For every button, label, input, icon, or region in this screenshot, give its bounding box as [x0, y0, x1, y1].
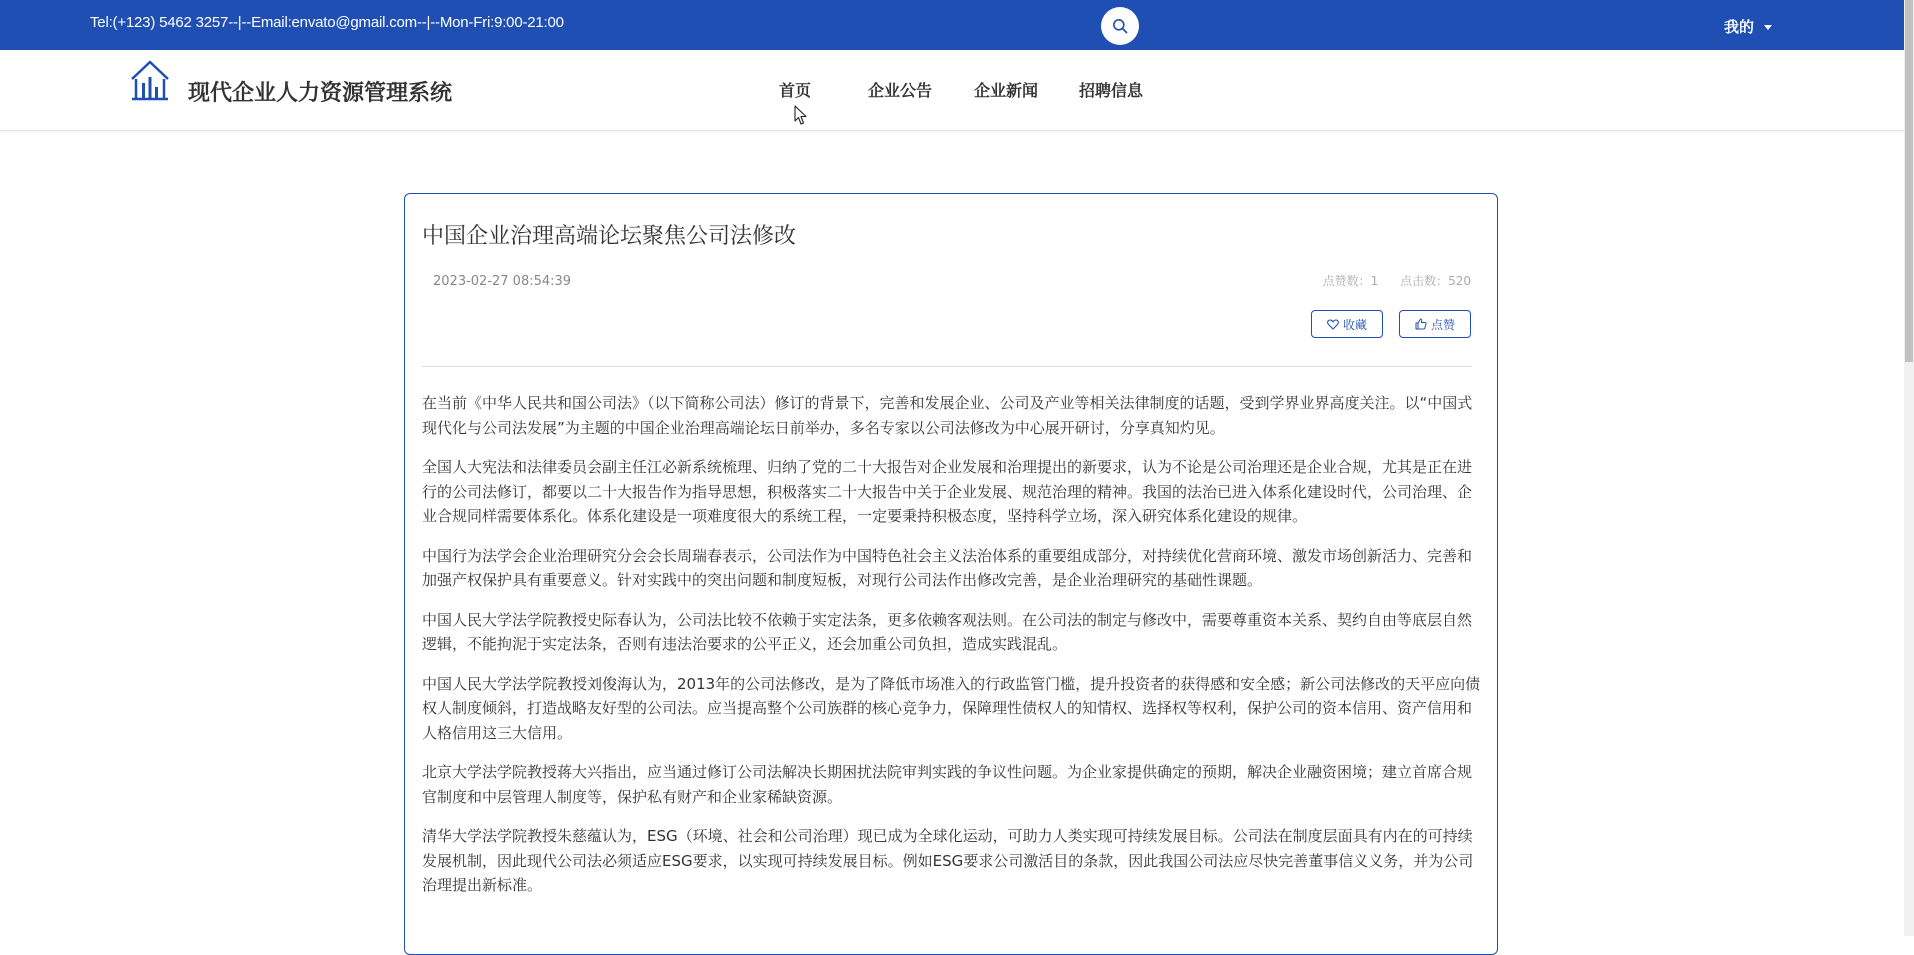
search-icon [1112, 18, 1128, 34]
caret-down-icon [1764, 25, 1772, 30]
page-scrollbar[interactable] [1904, 0, 1914, 936]
mouse-cursor-icon [794, 105, 808, 126]
logo[interactable] [130, 59, 170, 107]
click-count: 点击数：520 [1400, 274, 1471, 288]
user-menu-label: 我的 [1724, 18, 1755, 36]
article-date: 2023-02-27 08:54:39 [433, 274, 572, 289]
article-paragraph: 中国行为法学会企业治理研究分会会长周瑞春表示，公司法作为中国特色社会主义法治体系的重要组成部分，对持续优化营商环境、激发市场创新活力、完善和加强产权保护具有重要意义。针对实践中的突出问题和制度短板，对现行公司法作出修改完善，是企业治理研究的基础性课题。 [422, 546, 1473, 589]
like-button[interactable] [1399, 310, 1471, 338]
article-paragraph: 清华大学法学院教授朱慈蕴认为，ESG（环境、社会和公司治理）现已成为全球化运动，可助力人类实现可持续发展目标。公司法在制度层面具有内在的可持续发展机制，因此现代公司法必须适应ESG要求，以实现可持续发展目标。例如ESG要求公司激活目的条款，因此我国公司法应尽快完善董事信义义务，并为公司治理提出新标准。 [422, 827, 1474, 894]
article-paragraph: 全国人大宪法和法律委员会副主任江必新系统梳理、归纳了党的二十大报告对企业发展和治理提出的新要求，认为不论是公司治理还是企业合规，尤其是正在进行的公司法修订，都要以二十大报告作为指导思想，积极落实二十大报告中关于企业发展、规范治理的精神。我国的法治已进入体系化建设时代，公司治理、企业合规同样需要体系化。体系化建设是一项难度很大的系统工程，一定要秉持积极态度，坚持科学立场，深入研究体系化建设的规律。 [422, 458, 1473, 525]
article-card [404, 193, 1498, 955]
top-contact-bar [0, 0, 1914, 50]
favorite-button[interactable] [1311, 310, 1383, 338]
divider [422, 366, 1472, 367]
article-title: 中国企业治理高端论坛聚焦公司法修改 [422, 224, 797, 249]
nav-item-recruitment[interactable]: 招聘信息 [1079, 81, 1144, 100]
article-paragraph: 中国人民大学法学院教授史际春认为，公司法比较不依赖于实定法条，更多依赖客观法则。在公司法的制定与修改中，需要尊重资本关系、契约自由等底层自然逻辑，不能拘泥于实定法条，否则有违法治要求的公平正义，还会加重公司负担，造成实践混乱。 [422, 610, 1473, 653]
site-title[interactable]: 现代企业人力资源管理系统 [188, 81, 453, 106]
building-logo-icon [130, 59, 170, 103]
contact-info: Tel:(+123) 5462 3257--|--Email:envato@gmail.com--|--Mon-Fri:9:00-21:00 [90, 14, 564, 31]
article-paragraph: 北京大学法学院教授蒋大兴指出，应当通过修订公司法解决长期困扰法院审判实践的争议性问题。为企业家提供确定的预期，解决企业融资困境；建立首席合规官制度和中层管理人制度等，保护私有财产和企业家稀缺资源。 [422, 763, 1473, 806]
like-count: 点赞数：1 [1322, 274, 1379, 288]
article-paragraph: 在当前《中华人民共和国公司法》（以下简称公司法）修订的背景下，完善和发展企业、公司及产业等相关法律制度的话题，受到学界业界高度关注。以“中国式现代化与公司法发展”为主题的中国企业治理高端论坛日前举办，多名专家以公司法修改为中心展开研讨，分享真知灼见。 [422, 394, 1473, 437]
site-header [0, 50, 1904, 131]
scrollbar-thumb[interactable] [1905, 0, 1913, 362]
nav-item-news[interactable]: 企业新闻 [974, 81, 1039, 100]
like-button-label: 点赞 [1430, 317, 1455, 332]
search-button[interactable] [1101, 7, 1139, 45]
user-menu[interactable] [1724, 16, 1772, 37]
nav-item-home[interactable]: 首页 [779, 81, 812, 100]
heart-icon [1327, 319, 1339, 330]
article-content [422, 391, 1486, 913]
nav-item-announcements[interactable]: 企业公告 [868, 81, 933, 100]
article-stats [1305, 272, 1471, 289]
favorite-button-label: 收藏 [1342, 317, 1367, 332]
article-paragraph: 中国人民大学法学院教授刘俊海认为，2013年的公司法修改，是为了降低市场准入的行政监管门槛，提升投资者的获得感和安全感；新公司法修改的天平应向债权人制度倾斜，打造战略友好型的公司法。应当提高整个公司族群的核心竞争力，保障理性债权人的知情权、选择权等权利，保护公司的资本信用、资产信用和人格信用这三大信用。 [422, 674, 1481, 742]
thumbs-up-icon [1415, 318, 1427, 330]
